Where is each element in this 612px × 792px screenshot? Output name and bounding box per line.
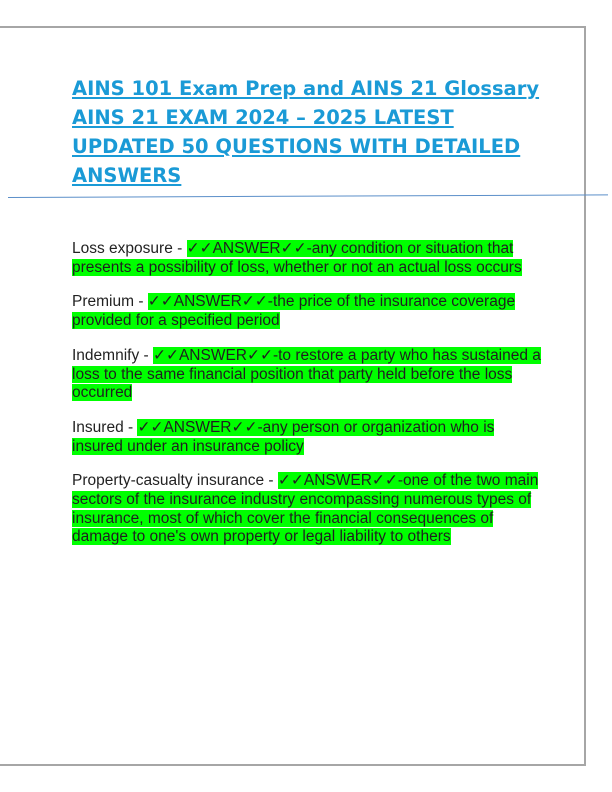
document-title[interactable]: AINS 101 Exam Prep and AINS 21 Glossary AINS 21 EXAM 2024 – 2025 LATEST UPDATED 50 QUESTIONS WITH DETAILED ANSWERS	[72, 77, 540, 187]
qa-list	[72, 240, 542, 563]
qa-item-indemnify	[72, 347, 542, 403]
term-label: Indemnify -	[72, 346, 153, 364]
term-label: Loss exposure -	[72, 240, 187, 257]
answer-text: ✓✓ANSWER✓✓-the price of the insurance coverage provided for a specified period	[72, 293, 516, 330]
qa-item-premium	[72, 293, 542, 330]
answer-text: ✓✓ANSWER✓✓-any person or organization who is insured under an insurance policy	[72, 418, 495, 455]
qa-item-property-casualty-insurance	[72, 472, 542, 547]
answer-text: ✓✓ANSWER✓✓-one of the two main sectors of the insurance industry encompassing numerous types of insurance, most of which cover the financial consequences of damage to one's own property or legal liability to others	[72, 472, 539, 546]
term-label: Insured -	[72, 418, 138, 436]
qa-item-loss-exposure	[72, 240, 542, 277]
answer-text: ✓✓ANSWER✓✓-to restore a party who has sustained a loss to the same financial position that party held before the loss occurred	[72, 346, 541, 402]
term-label: Property-casualty insurance -	[72, 472, 278, 490]
qa-item-insured	[72, 419, 542, 456]
term-label: Premium -	[72, 293, 148, 311]
answer-text: ✓✓ANSWER✓✓-any condition or situation that presents a possibility of loss, whether or not an actual loss occurs	[72, 240, 522, 276]
